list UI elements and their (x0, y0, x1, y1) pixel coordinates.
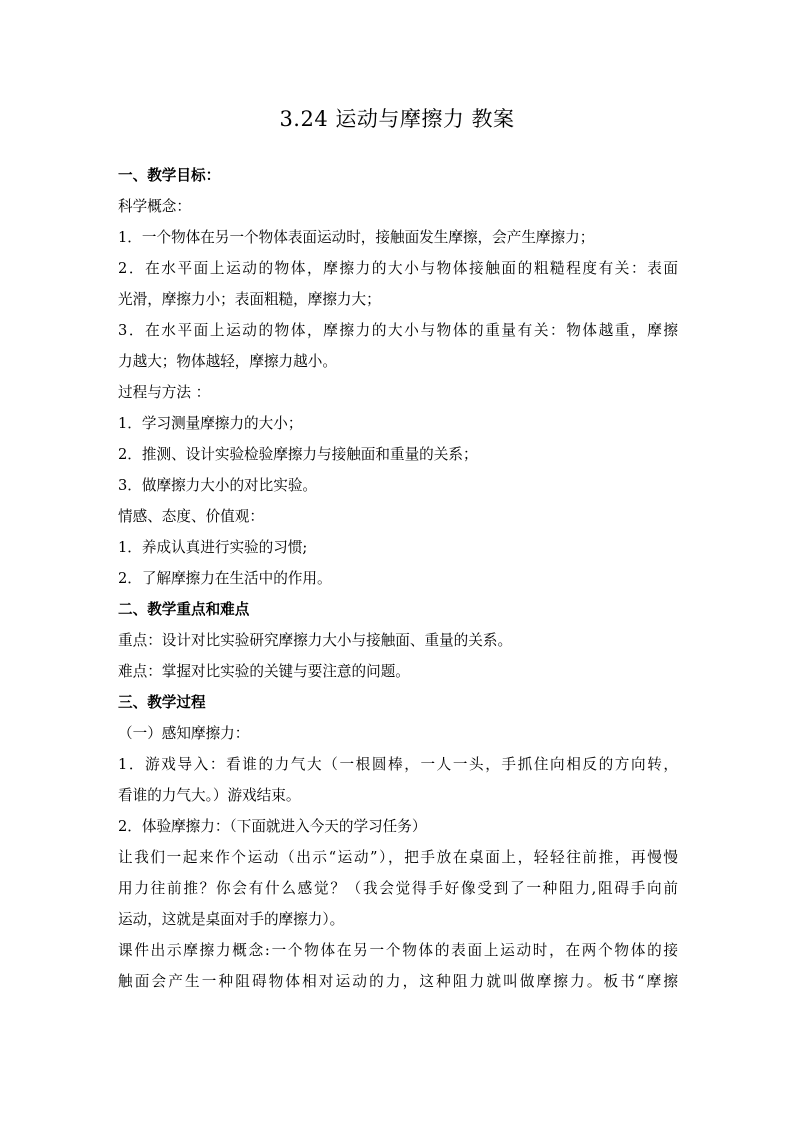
text-line: 力越大；物体越轻，摩擦力越小。 (118, 353, 337, 370)
text-line: 看谁的力气大。）游戏结束。 (118, 787, 301, 804)
text-line: 2．推测、设计实验检验摩擦力与接触面和重量的关系； (118, 446, 478, 463)
section-heading: 一、教学目标： (118, 167, 221, 184)
text-line: 3．在水平面上运动的物体，摩擦力的大小与物体的重量有关：物体越重，摩擦 (118, 322, 678, 339)
document-title: 3.24 运动与摩擦力 教案 (279, 107, 515, 131)
text-line: 让我们一起来作个运动（出示“运动”），把手放在桌面上，轻轻往前推，再慢慢 (118, 849, 678, 866)
text-line: 科学概念： (118, 198, 191, 215)
section-heading: 二、教学重点和难点 (118, 601, 250, 618)
document-body (118, 160, 678, 997)
section-heading: 三、教学过程 (118, 694, 206, 711)
text-line: 运动，这就是桌面对手的摩擦力）。 (118, 911, 345, 928)
text-line: 难点：掌握对比实验的关键与要注意的问题。 (118, 663, 410, 680)
text-line: 3．做摩擦力大小的对比实验。 (118, 477, 318, 494)
text-line: 过程与方法 ： (118, 384, 211, 401)
text-line: 2．体验摩擦力：（下面就进入今天的学习任务） (118, 818, 427, 835)
text-line: 1．学习测量摩擦力的大小； (118, 415, 303, 432)
text-line: （一）感知摩擦力： (118, 725, 250, 742)
text-line: 2．了解摩擦力在生活中的作用。 (118, 570, 332, 587)
text-line: 2．在水平面上运动的物体，摩擦力的大小与物体接触面的粗糙程度有关：表面 (118, 260, 678, 277)
text-line: 1．游戏导入：看谁的力气大（一根圆棒，一人一头，手抓住向相反的方向转， (118, 756, 678, 773)
text-line: 光滑，摩擦力小；表面粗糙，摩擦力大； (118, 291, 381, 308)
text-line: 1．一个物体在另一个物体表面运动时，接触面发生摩擦，会产生摩擦力； (118, 229, 595, 246)
text-line: 用力往前推？你会有什么感觉？（我会觉得手好像受到了一种阻力,阻碍手向前 (118, 880, 678, 897)
text-line: 课件出示摩擦力概念:一个物体在另一个物体的表面上运动时，在两个物体的接 (118, 942, 678, 959)
text-line: 情感、态度、价值观： (118, 508, 264, 525)
text-line: 触面会产生一种阻碍物体相对运动的力，这种阻力就叫做摩擦力。板书“摩擦 (118, 973, 678, 990)
text-line: 重点：设计对比实验研究摩擦力大小与接触面、重量的关系。 (118, 632, 513, 649)
text-line: 1．养成认真进行实验的习惯; (118, 539, 308, 556)
